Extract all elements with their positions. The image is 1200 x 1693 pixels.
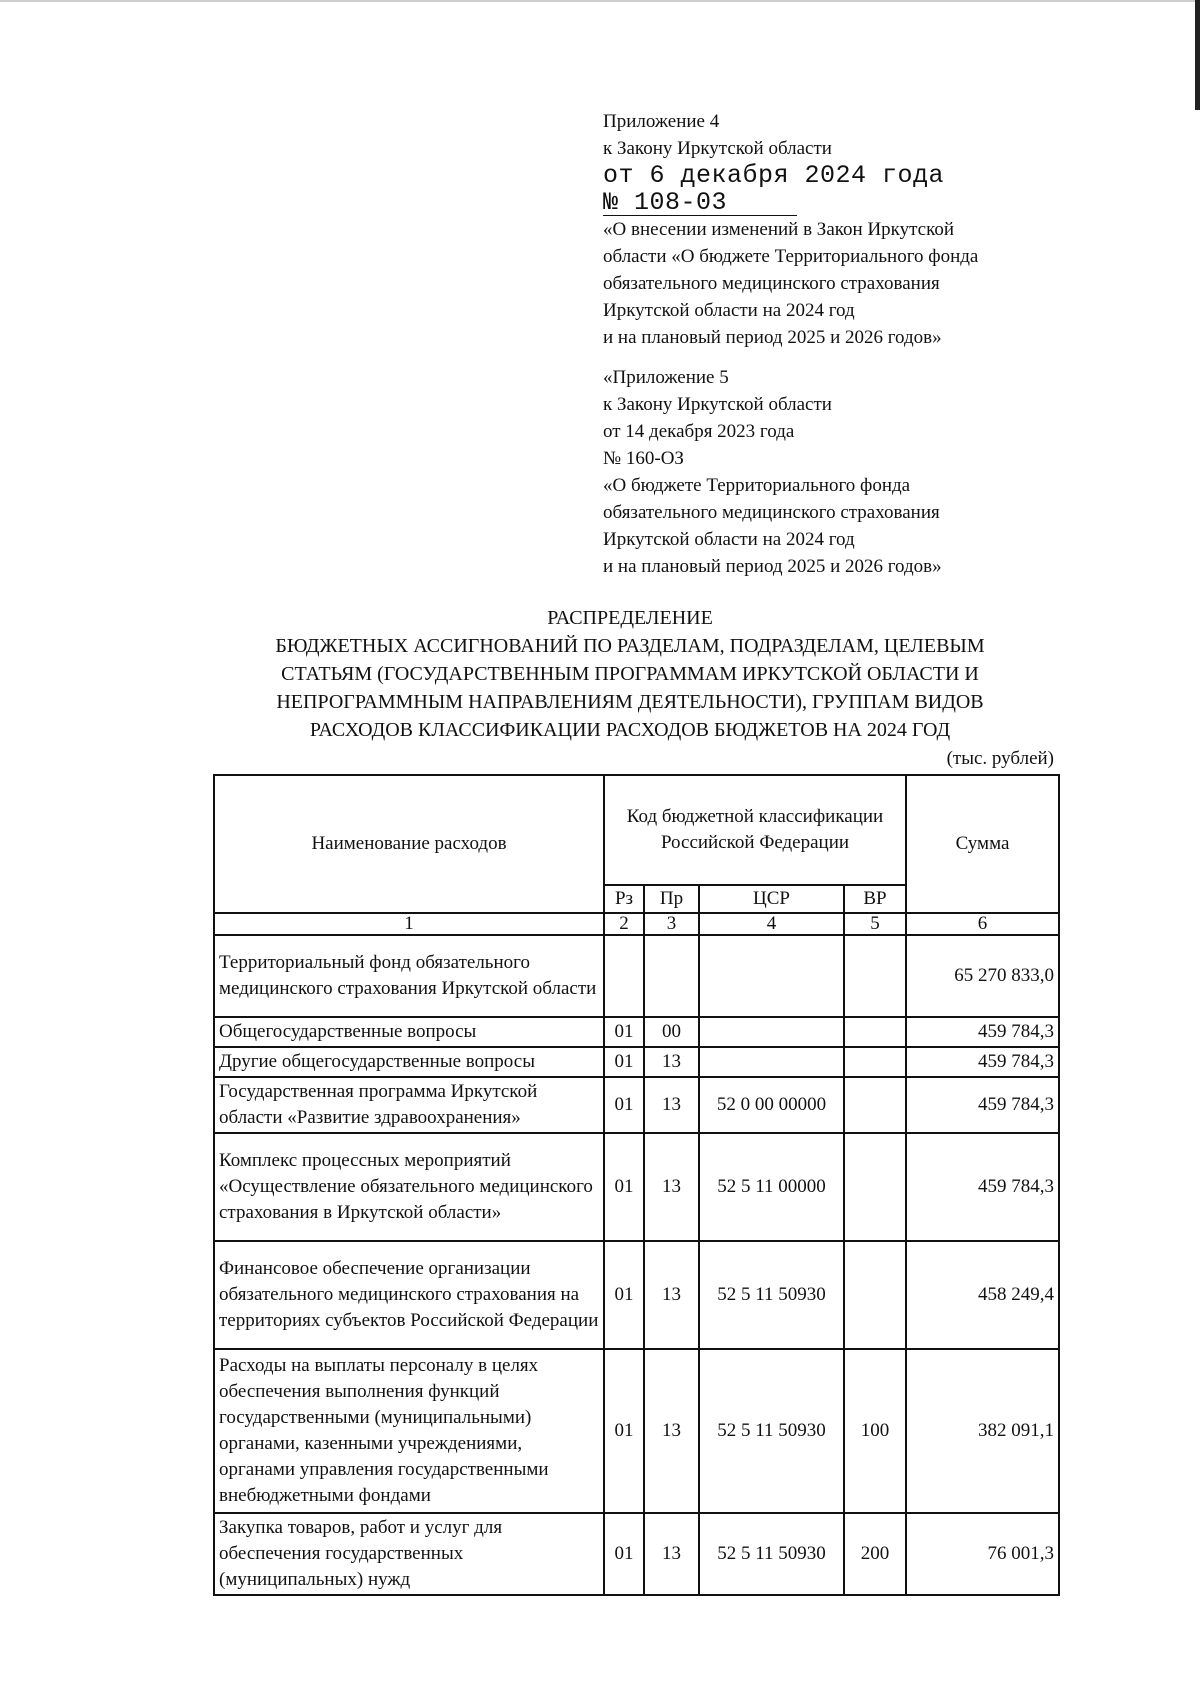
scan-right-edge (1195, 0, 1200, 110)
table-row (214, 1241, 1059, 1349)
subject-line: обязательного медицинского страхования (603, 273, 940, 294)
header-rz: Рз (604, 885, 644, 913)
law-date: от 6 декабря 2024 года (603, 161, 945, 190)
row-sum: 65 270 833,0 (906, 935, 1059, 1017)
table-row (214, 935, 1059, 1017)
header-pr: Пр (644, 885, 699, 913)
header-name: Наименование расходов (214, 775, 604, 913)
row-csr: 52 5 11 50930 (699, 1349, 844, 1513)
appendix-number: Приложение 4 (603, 111, 720, 132)
row-pr: 00 (644, 1017, 699, 1047)
row-csr: 52 0 00 00000 (699, 1077, 844, 1133)
row-pr: 13 (644, 1077, 699, 1133)
prev-appendix-line: от 14 декабря 2023 года (603, 421, 795, 442)
row-sum: 382 091,1 (906, 1349, 1059, 1513)
row-pr: 13 (644, 1349, 699, 1513)
title-line: РАСХОДОВ КЛАССИФИКАЦИИ РАСХОДОВ БЮДЖЕТОВ НА 2024 ГОД (309, 719, 951, 741)
row-pr (644, 935, 699, 1017)
title-line: РАСПРЕДЕЛЕНИЕ (547, 607, 713, 629)
row-sum: 459 784,3 (906, 1017, 1059, 1047)
row-rz (604, 935, 644, 1017)
table-row (214, 1133, 1059, 1241)
title-line: НЕПРОГРАММНЫМ НАПРАВЛЕНИЯМ ДЕЯТЕЛЬНОСТИ), ГРУППАМ ВИДОВ (276, 691, 984, 713)
row-pr: 13 (644, 1513, 699, 1595)
row-rz: 01 (604, 1047, 644, 1077)
row-vr: 200 (844, 1513, 906, 1595)
title-line: СТАТЬЯМ (ГОСУДАРСТВЕННЫМ ПРОГРАММАМ ИРКУТСКОЙ ОБЛАСТИ И (281, 663, 979, 685)
row-rz: 01 (604, 1017, 644, 1047)
row-vr (844, 1241, 906, 1349)
row-pr: 13 (644, 1047, 699, 1077)
header-vr: ВР (844, 885, 906, 913)
row-name: Финансовое обеспечение организации обязательного медицинского страхования на территориях субъектов Российской Федерации (214, 1241, 604, 1349)
row-name: Расходы на выплаты персоналу в целях обеспечения выполнения функций государственными (муниципальными) органами, казенными учреждениями, органами управления государственными внебюджетными фондами (214, 1349, 604, 1513)
row-vr (844, 1077, 906, 1133)
table-row (214, 1513, 1059, 1595)
row-csr (699, 935, 844, 1017)
row-vr (844, 1017, 906, 1047)
row-rz: 01 (604, 1077, 644, 1133)
column-number: 6 (906, 913, 1059, 935)
row-csr (699, 1047, 844, 1077)
subject-line: и на плановый период 2025 и 2026 годов» (603, 327, 942, 348)
row-sum: 459 784,3 (906, 1133, 1059, 1241)
budget-table (213, 774, 1060, 1596)
column-number: 5 (844, 913, 906, 935)
column-number: 3 (644, 913, 699, 935)
row-sum: 458 249,4 (906, 1241, 1059, 1349)
appendix-header (603, 108, 1043, 580)
row-csr: 52 5 11 50930 (699, 1241, 844, 1349)
row-csr: 52 5 11 50930 (699, 1513, 844, 1595)
row-vr (844, 1133, 906, 1241)
row-vr (844, 935, 906, 1017)
row-name: Общегосударственные вопросы (214, 1017, 604, 1047)
row-name: Государственная программа Иркутской области «Развитие здравоохранения» (214, 1077, 604, 1133)
table-row (214, 1077, 1059, 1133)
prev-appendix-line: «О бюджете Территориального фонда (603, 475, 911, 496)
column-number: 4 (699, 913, 844, 935)
row-sum: 76 001,3 (906, 1513, 1059, 1595)
row-name: Комплекс процессных мероприятий «Осуществление обязательного медицинского страхования в Иркутской области» (214, 1133, 604, 1241)
row-rz: 01 (604, 1513, 644, 1595)
prev-appendix-line: «Приложение 5 (603, 367, 729, 388)
prev-appendix-line: обязательного медицинского страхования (603, 502, 940, 523)
title-line: БЮДЖЕТНЫХ АССИГНОВАНИЙ ПО РАЗДЕЛАМ, ПОДРАЗДЕЛАМ, ЦЕЛЕВЫМ (275, 635, 985, 657)
row-rz: 01 (604, 1349, 644, 1513)
scan-top-edge (0, 0, 1200, 2)
table-row (214, 1047, 1059, 1077)
row-rz: 01 (604, 1133, 644, 1241)
subject-line: области «О бюджете Территориального фонда (603, 246, 979, 267)
row-csr: 52 5 11 00000 (699, 1133, 844, 1241)
table-row (214, 1017, 1059, 1047)
row-sum: 459 784,3 (906, 1047, 1059, 1077)
row-name: Другие общегосударственные вопросы (214, 1047, 604, 1077)
row-sum: 459 784,3 (906, 1077, 1059, 1133)
document-title (200, 604, 1060, 744)
header-csr: ЦСР (699, 885, 844, 913)
row-name: Закупка товаров, работ и услуг для обеспечения государственных (муниципальных) нужд (214, 1513, 604, 1595)
row-vr: 100 (844, 1349, 906, 1513)
row-csr (699, 1017, 844, 1047)
row-rz: 01 (604, 1241, 644, 1349)
subject-line: «О внесении изменений в Закон Иркутской (603, 219, 955, 240)
row-name: Территориальный фонд обязательного медицинского страхования Иркутской области (214, 935, 604, 1017)
row-pr: 13 (644, 1241, 699, 1349)
units-label: (тыс. рублей) (946, 748, 1054, 769)
table-row (214, 1349, 1059, 1513)
prev-appendix-line: Иркутской области на 2024 год (603, 529, 855, 550)
row-vr (844, 1047, 906, 1077)
row-pr: 13 (644, 1133, 699, 1241)
prev-appendix-line: и на плановый период 2025 и 2026 годов» (603, 556, 942, 577)
prev-appendix-line: к Закону Иркутской области (603, 394, 832, 415)
column-number: 2 (604, 913, 644, 935)
prev-appendix-line: № 160-ОЗ (603, 448, 684, 469)
law-reference: к Закону Иркутской области (603, 138, 832, 159)
subject-line: Иркутской области на 2024 год (603, 300, 855, 321)
law-number: № 108-03 (603, 191, 797, 216)
header-sum: Сумма (906, 775, 1059, 913)
column-number: 1 (214, 913, 604, 935)
header-code: Код бюджетной классификации Российской Федерации (604, 775, 906, 885)
